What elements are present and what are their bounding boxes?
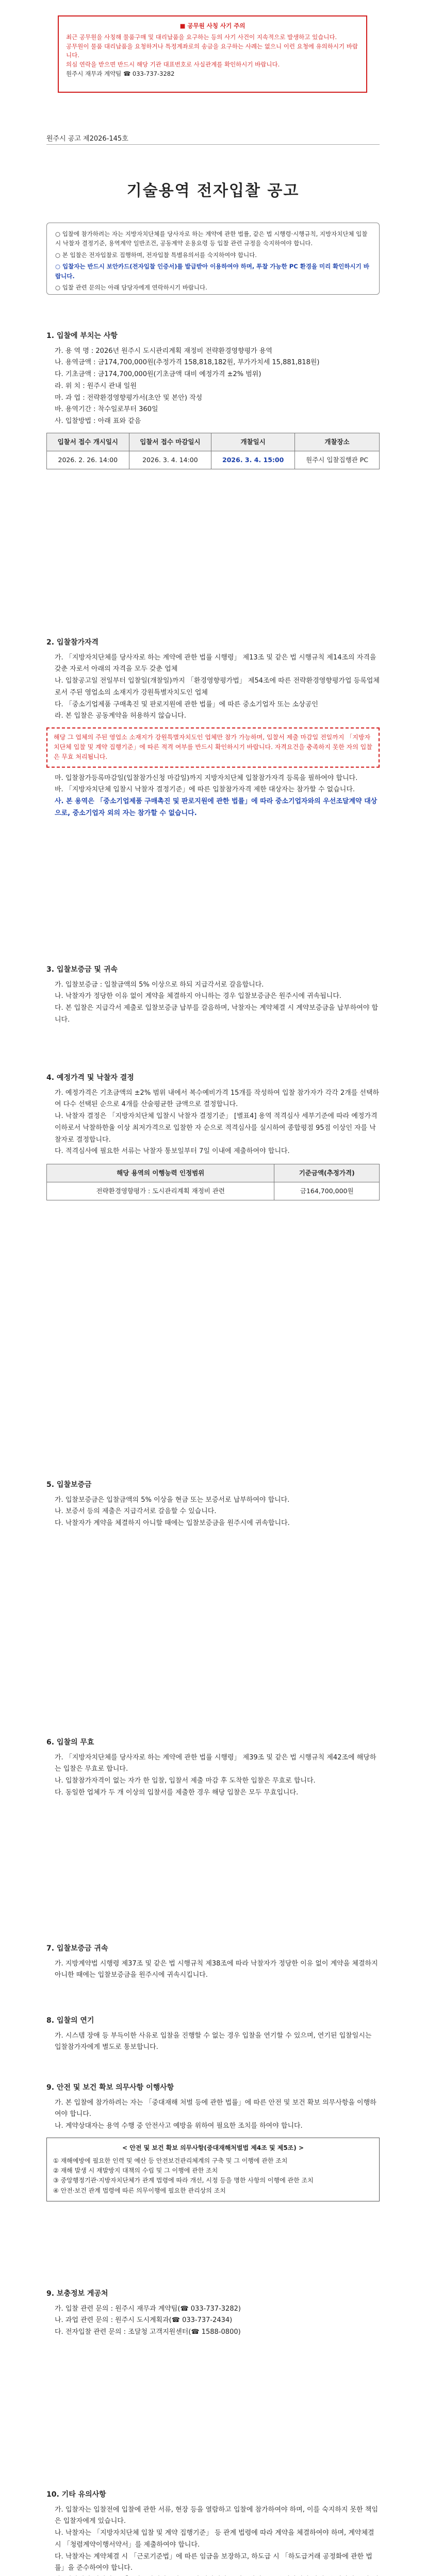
section-item: 라. 위 치 : 원주시 관내 일원 — [55, 382, 137, 390]
intro-line: ○ 입찰 관련 문의는 아래 담당자에게 연락하시기 바랍니다. — [55, 283, 207, 291]
section-contact — [46, 2287, 380, 2338]
table-cell: 금164,700,000원 — [274, 1182, 380, 1200]
section-item: 바. 「지방자치단체 입찰시 낙찰자 결정기준」에 따른 입찰참가자격 제한 대상자는 참가할 수 없습니다. — [55, 786, 355, 794]
fraud-warning-line: 의심 연락을 받으면 반드시 해당 기관 대표번호로 사실관계를 확인하시기 바랍니다. — [66, 61, 280, 69]
section-item: 다. 기초금액 : 금174,700,000원(기초금액 대비 예정가격 ±2% 범위) — [55, 370, 261, 378]
section-item: 가. 지방계약법 시행령 제37조 및 같은 법 시행규칙 제38조에 따라 낙찰자가 정당한 이유 없이 계약을 체결하지 아니한 때에는 입찰보증금을 원주시에 귀속시킵니다. — [55, 1959, 378, 1979]
intro-line: ○ 본 입찰은 전자입찰로 집행하며, 전자입찰 특별유의서를 숙지하여야 합니다. — [55, 251, 257, 259]
fraud-warning-contact: 원주시 재무과 계약팀 ☎ 033-737-3282 — [66, 70, 175, 78]
section-item: 가. 입찰자는 입찰전에 입찰에 관한 서류, 현장 등을 열람하고 입찰에 참가하여야 하며, 이를 숙지하지 못한 책임은 입찰자에게 있습니다. — [55, 2505, 378, 2526]
eligibility-warning: 해당 그 업체의 주된 영업소 소재지가 강원특별자치도인 업체만 참가 가능하며, 입찰서 제출 마감일 전일까지 「지방자치단체 입찰 및 계약 집행기준」에 따른 적격 여부를 반드시 확인하시기 바랍니다. 자격요건을 충족하지 못한 자의 입찰은 무효 처리됩니다. — [46, 727, 380, 768]
table-cell: 2026. 3. 4. 14:00 — [129, 451, 211, 469]
section-title: 7. 입찰보증금 귀속 — [46, 1944, 108, 1953]
table-header: 입찰서 접수 마감일시 — [129, 433, 211, 451]
section-item: 다. 「중소기업제품 구매촉진 및 판로지원에 관한 법률」에 따른 중소기업자 또는 소상공인 — [55, 700, 318, 708]
section-item: 다. 본 입찰은 지급각서 제출로 입찰보증금 납부를 갈음하며, 낙찰자는 계약체결 시 계약보증금을 납부하여야 합니다. — [55, 1004, 379, 1024]
section-6 — [46, 1736, 380, 1799]
contact-item: 다. 전자입찰 관련 문의 : 조달청 고객지원센터(☎ 1588-0800) — [55, 2328, 241, 2336]
table-cell: 2026. 3. 4. 15:00 — [211, 451, 295, 469]
section-item: 사. 입찰방법 : 아래 표와 같음 — [55, 417, 141, 425]
section-item: 나. 낙찰자는 「지방자치단체 입찰 및 계약 집행기준」 등 관계 법령에 따라 계약을 체결하여야 하며, 계약체결 시 「청렴계약이행서약서」를 제출하여야 합니다. — [55, 2529, 374, 2549]
section-item: 바. 용역기간 : 착수일로부터 360일 — [55, 405, 158, 414]
section-item: 나. 낙찰자가 정당한 이유 없이 계약을 체결하지 아니하는 경우 입찰보증금은 원주시에 귀속됩니다. — [55, 992, 342, 1001]
intro-line: ○ 입찰에 참가하려는 자는 지방자치단체를 당사자로 하는 계약에 관한 법률, 같은 법 시행령·시행규칙, 지방자치단체 입찰시 낙찰자 결정기준, 용역계약 일반조건, 공동계약 운용요령 등 입찰 관련 규정을 숙지하여야 합니다. — [55, 230, 368, 247]
fraud-warning-box — [58, 15, 367, 93]
section-item: 가. 「지방자치단체를 당사자로 하는 계약에 관한 법률 시행령」 제39조 및 같은 법 시행규칙 제42조에 해당하는 입찰은 무효로 합니다. — [55, 1753, 376, 1773]
section-item: 나. 용역금액 : 금174,700,000원(추정가격 158,818,182원, 부가가치세 15,881,818원) — [55, 359, 320, 367]
section-item: 라. 본 입찰은 공동계약을 허용하지 않습니다. — [55, 712, 186, 720]
table-header: 입찰서 접수 개시일시 — [47, 433, 129, 451]
section-3 — [46, 963, 380, 1026]
section-item: 다. 낙찰자가 계약을 체결하지 아니할 때에는 입찰보증금을 원주시에 귀속합니다. — [55, 1519, 290, 1527]
bid-schedule-table — [46, 433, 380, 469]
intro-line: ○ 입찰자는 반드시 보안카드(전자입찰 인증서)를 발급받아 이용하여야 하며, 투찰 가능한 PC 환경을 미리 확인하시기 바랍니다. — [55, 263, 369, 280]
page-title: 기술용역 전자입찰 공고 — [126, 182, 300, 200]
section-item: 가. 입찰보증금은 입찰금액의 5% 이상을 현금 또는 보증서로 납부하여야 합니다. — [55, 1496, 290, 1504]
safety-duty-line: ② 재해 발생 시 재발방지 대책의 수립 및 그 이행에 관한 조치 — [53, 2167, 218, 2175]
table-header: 개찰일시 — [211, 433, 295, 451]
section-1 — [46, 330, 380, 469]
safety-duty-line: ① 재해예방에 필요한 인력 및 예산 등 안전보건관리체계의 구축 및 그 이행에 관한 조치 — [53, 2157, 288, 2164]
section-title: 10. 기타 유의사항 — [46, 2490, 106, 2499]
table-cell: 2026. 2. 26. 14:00 — [47, 451, 129, 469]
section-title: 8. 입찰의 연기 — [46, 2016, 94, 2025]
section-item: 가. 예정가격은 기초금액의 ±2% 범위 내에서 복수예비가격 15개를 작성하여 입찰 참가자가 각각 2개를 선택하여 다수 선택된 순으로 4개를 산술평균한 금액으로 결정합니다. — [55, 1089, 380, 1109]
section-item: 가. 용 역 명 : 2026년 원주시 도시관리계획 재정비 전략환경영향평가 용역 — [55, 347, 272, 355]
section-7 — [46, 1942, 380, 1981]
section-item: 가. 입찰보증금 : 입찰금액의 5% 이상으로 하되 지급각서로 갈음합니다. — [55, 980, 264, 989]
safety-duty-line: ④ 안전·보건 관계 법령에 따른 의무이행에 필요한 관리상의 조치 — [53, 2187, 226, 2194]
table-cell: 전략환경영향평가 : 도시관리계획 재정비 관련 — [47, 1182, 274, 1200]
section-10 — [46, 2488, 380, 2576]
section-9 — [46, 2081, 380, 2201]
announcement-number: 원주시 공고 제2026-145호 — [46, 135, 128, 143]
safety-duties-box — [46, 2138, 380, 2201]
section-8 — [46, 2014, 380, 2054]
section-item: 사. 본 용역은 「중소기업제품 구매촉진 및 판로지원에 관한 법률」에 따라 중소기업자와의 우선조달계약 대상으로, 중소기업자 외의 자는 참가할 수 없습니다. — [55, 798, 378, 817]
divider — [46, 144, 380, 145]
section-title: 1. 입찰에 부치는 사항 — [46, 332, 118, 340]
table-header: 해당 용역의 이행능력 인정범위 — [47, 1164, 274, 1182]
section-item: 가. 본 입찰에 참가하려는 자는 「중대재해 처벌 등에 관한 법률」에 따른 안전 및 보건 확보 의무사항을 이행하여야 합니다. — [55, 2098, 376, 2119]
section-title: 4. 예정가격 및 낙찰자 결정 — [46, 1074, 134, 1082]
section-item: 마. 과 업 : 전략환경영향평가서(초안 및 본안) 작성 — [55, 394, 203, 402]
safety-duty-line: ③ 중앙행정기관·지방자치단체가 관계 법령에 따라 개선, 시정 등을 명한 사항의 이행에 관한 조치 — [53, 2177, 314, 2184]
section-item: 다. 적격심사에 필요한 서류는 낙찰자 통보일부터 7일 이내에 제출하여야 합니다. — [55, 1147, 290, 1156]
contact-item: 가. 입찰 관련 문의 : 원주시 재무과 계약팀(☎ 033-737-3282) — [55, 2304, 241, 2313]
section-title: 2. 입찰참가자격 — [46, 638, 99, 647]
section-item: 마. 입찰참가등록마감일(입찰참가신청 마감일)까지 지방자치단체 입찰참가자격 등록을 필하여야 합니다. — [55, 774, 358, 782]
section-4 — [46, 1072, 380, 1200]
section-item: 다. 동일한 업체가 두 개 이상의 입찰서를 제출한 경우 해당 입찰은 모두 무효입니다. — [55, 1788, 299, 1797]
section-title: 9. 안전 및 보건 확보 의무사항 이행사항 — [46, 2083, 174, 2092]
fraud-warning-line: 공무원이 물품 대리납품을 요청하거나 특정계좌로의 송금을 요구하는 사례는 없으니 이런 요청에 유의하시기 바랍니다. — [66, 42, 358, 59]
fraud-warning-line: 최근 공무원을 사칭해 물품구매 및 대리납품을 요구하는 등의 사기 사건이 지속적으로 발생하고 있습니다. — [66, 33, 337, 41]
section-title: 6. 입찰의 무효 — [46, 1738, 94, 1747]
table-header: 개찰장소 — [295, 433, 380, 451]
section-title: 9. 보충정보 게공처 — [46, 2290, 108, 2298]
section-item: 가. 시스템 장애 등 부득이한 사유로 입찰을 진행할 수 없는 경우 입찰을 연기할 수 있으며, 연기된 입찰일시는 입찰참가자에게 별도로 통보합니다. — [55, 2031, 372, 2052]
section-item: 나. 보증서 등의 제출은 지급각서로 갈음할 수 있습니다. — [55, 1507, 217, 1516]
section-item: 나. 입찰참가자격이 없는 자가 한 입찰, 입찰서 제출 마감 후 도착한 입찰은 무효로 합니다. — [55, 1777, 316, 1785]
section-5 — [46, 1479, 380, 1530]
table-cell: 원주시 입찰집행관 PC — [295, 451, 380, 469]
section-title: 3. 입찰보증금 및 귀속 — [46, 965, 118, 974]
section-title: 5. 입찰보증금 — [46, 1481, 92, 1489]
contact-item: 나. 과업 관련 문의 : 원주시 도시계획과(☎ 033-737-2434) — [55, 2316, 233, 2325]
section-2 — [46, 636, 380, 820]
capability-table — [46, 1164, 380, 1200]
table-header: 기준금액(추정가격) — [274, 1164, 380, 1182]
section-item: 나. 낙찰자 결정은 「지방자치단체 입찰시 낙찰자 결정기준」 [별표4] 용역 적격심사 세부기준에 따라 예정가격 이하로서 낙찰하한율 이상 최저가격으로 입찰한 자 순으로 적격심사를 실시하여 종합평점 95점 이상인 자를 낙찰자로 결정합니다. — [55, 1112, 378, 1144]
safety-duties-title: < 안전 및 보건 확보 의무사항(중대재해처벌법 제4조 및 제5조) > — [122, 2144, 304, 2151]
section-item: 나. 계약상대자는 용역 수행 중 안전사고 예방을 위하여 필요한 조치를 하여야 합니다. — [55, 2122, 303, 2130]
fraud-warning-title: ■ 공무원 사칭 사기 주의 — [179, 22, 245, 29]
section-item: 가. 「지방자치단체를 당사자로 하는 계약에 관한 법률 시행령」 제13조 및 같은 법 시행규칙 제14조의 자격을 갖춘 자로서 아래의 자격을 모두 갖춘 업체 — [55, 653, 376, 673]
section-item: 나. 입찰공고일 전일부터 입찰일(개찰일)까지 「환경영향평가법」 제54조에 따른 전략환경영향평가업 등록업체로서 주된 영업소의 소재지가 강원특별자치도인 업체 — [55, 677, 380, 697]
section-item: 다. 낙찰자는 계약체결 시 「근로기준법」에 따른 임금을 보장하고, 하도급 시 「하도급거래 공정화에 관한 법률」을 준수하여야 합니다. — [55, 2552, 372, 2572]
intro-box — [46, 223, 380, 295]
